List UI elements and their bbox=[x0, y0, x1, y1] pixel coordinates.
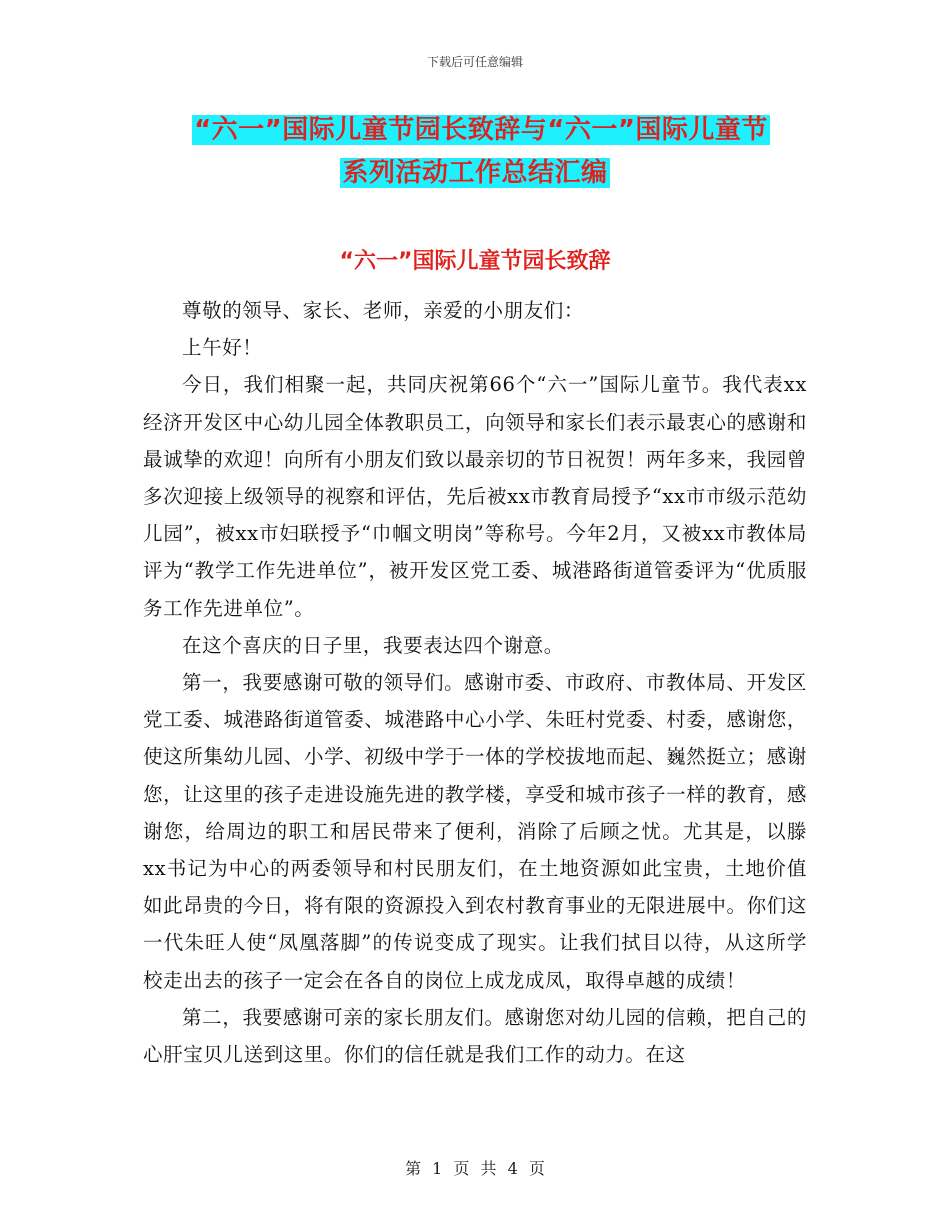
document-title-line-2 bbox=[0, 155, 950, 191]
paragraph-greeting: 上午好！ bbox=[182, 336, 263, 360]
document-title-text-1: “六一”国际儿童节园长致辞与“六一”国际儿童节 bbox=[194, 115, 768, 145]
document-title-line-1 bbox=[6, 112, 950, 148]
page-number-footer: 第 1 页 共 4 页 bbox=[405, 1159, 545, 1178]
paragraph-thanks-intro: 在这个喜庆的日子里，我要表达四个谢意。 bbox=[182, 633, 564, 657]
section-title: “六一”国际儿童节园长致辞 bbox=[339, 249, 611, 274]
page-header-note: 下载后可任意编辑 bbox=[426, 55, 523, 69]
paragraph-salutation: 尊敬的领导、家长、老师，亲爱的小朋友们： bbox=[182, 299, 585, 322]
paragraph-intro: 今日，我们相聚一起，共同庆祝第66个“六一”国际儿童节。我代表xx经济开发区中心幼儿园全体教职员工，向领导和家长们表示最衷心的感谢和最诚挚的欢迎！向所有小朋友们致以最亲切的节日祝贺！两年多来，我园曾多次迎接上级领导的视察和评估，先后被xx市教育局授予“xx市市级示范幼儿园”，被xx市妇联授予“巾帼文明岗”等称号。今年2月，又被xx市教体局评为“教学工作先进单位”，被开发区党工委、城港路街道管委评为“优质服务工作先进单位”。 bbox=[143, 373, 807, 620]
document-body bbox=[143, 292, 807, 1073]
document-title-text-2: 系列活动工作总结汇编 bbox=[342, 158, 608, 188]
paragraph-thanks-leaders: 第一，我要感谢可敬的领导们。感谢市委、市政府、市教体局、开发区党工委、城港路街道管委、城港路中心小学、朱旺村党委、村委，感谢您，使这所集幼儿园、小学、初级中学于一体的学校拔地而起、巍然挺立；感谢您，让这里的孩子走进设施先进的教学楼，享受和城市孩子一样的教育，感谢您，给周边的职工和居民带来了便利，消除了后顾之忧。尤其是，以滕xx书记为中心的两委领导和村民朋友们，在土地资源如此宝贵，土地价值如此昂贵的今日，将有限的资源投入到农村教育事业的无限进展中。你们这一代朱旺人使“凤凰落脚”的传说变成了现实。让我们拭目以待，从这所学校走出去的孩子一定会在各自的岗位上成龙成凤，取得卓越的成绩！ bbox=[143, 671, 807, 992]
paragraph-thanks-parents: 第二，我要感谢可亲的家长朋友们。感谢您对幼儿园的信赖，把自己的心肝宝贝儿送到这里。你们的信任就是我们工作的动力。在这 bbox=[143, 1005, 807, 1067]
